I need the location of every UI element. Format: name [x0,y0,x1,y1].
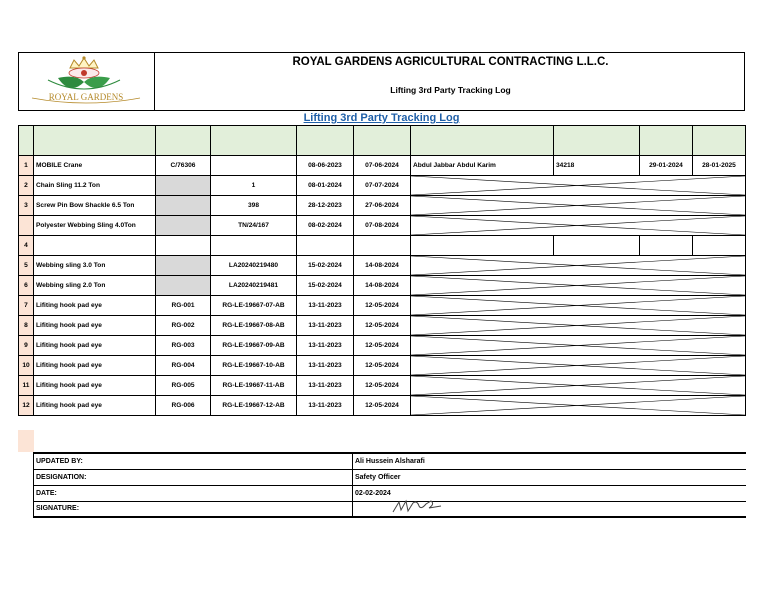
equipment-id: RG-002 [156,316,211,336]
cross-out-lines [411,316,745,335]
table-row [19,276,746,296]
operator-name: Abdul Jabbar Abdul Karim [411,156,554,176]
crossed-out-operator-cell [411,296,746,316]
expiry-date: 07-06-2024 [354,156,411,176]
table-row [19,216,746,236]
inspection-date: 13-11-2023 [297,296,354,316]
header-cell [34,126,156,156]
equipment-id [156,216,211,236]
equipment-id: RG-004 [156,356,211,376]
row-number: 12 [19,396,34,416]
cross-out-lines [411,276,745,295]
inspection-date: 15-02-2024 [297,276,354,296]
table-row [19,376,746,396]
header-cell [554,126,640,156]
expiry-date: 14-08-2024 [354,256,411,276]
updated-by-row [34,453,746,469]
signature-row [34,501,746,517]
operator-id [554,236,640,256]
expiry-date: 12-05-2024 [354,356,411,376]
row-number: 7 [19,296,34,316]
equipment-description: Lifiting hook pad eye [34,316,156,336]
expiry-date: 12-05-2024 [354,336,411,356]
table-row [19,336,746,356]
row-number: 5 [19,256,34,276]
operator-card-expiry: 28-01-2025 [693,156,746,176]
serial-number: RG-LE-19667-08-AB [211,316,297,336]
row-number: 2 [19,176,34,196]
crossed-out-operator-cell [411,376,746,396]
expiry-date: 27-06-2024 [354,196,411,216]
cross-out-lines [411,376,745,395]
serial-number: RG-LE-19667-12-AB [211,396,297,416]
table-row [19,396,746,416]
expiry-date: 07-08-2024 [354,216,411,236]
equipment-id: RG-001 [156,296,211,316]
expiry-date [354,236,411,256]
designation-row [34,469,746,485]
equipment-description: Polyester Webbing Sling 4.0Ton [34,216,156,236]
header-cell [156,126,211,156]
equipment-id: C/76306 [156,156,211,176]
serial-number: 1 [211,176,297,196]
cross-out-lines [411,176,745,195]
table-row [19,156,746,176]
cross-out-lines [411,296,745,315]
header-cell [297,126,354,156]
expiry-date: 07-07-2024 [354,176,411,196]
company-name: ROYAL GARDENS AGRICULTURAL CONTRACTING L.L.C. [292,56,609,68]
row-number: 9 [19,336,34,356]
designation-label: DESIGNATION: [34,469,353,485]
crossed-out-operator-cell [411,196,746,216]
header-cell [354,126,411,156]
date-value: 02-02-2024 [353,485,746,501]
equipment-description: Lifiting hook pad eye [34,296,156,316]
cross-out-lines [411,196,745,215]
equipment-description: Screw Pin Bow Shackle 6.5 Ton [34,196,156,216]
inspection-date: 13-11-2023 [297,396,354,416]
crossed-out-operator-cell [411,256,746,276]
crossed-out-operator-cell [411,276,746,296]
header-cell [211,126,297,156]
signature-label: SIGNATURE: [34,501,353,517]
inspection-date: 13-11-2023 [297,336,354,356]
document-subtitle: Lifting 3rd Party Tracking Log [390,85,511,95]
cross-out-lines [411,356,745,375]
table-row [19,236,746,256]
equipment-id [156,236,211,256]
equipment-description: Chain Sling 11.2 Ton [34,176,156,196]
expiry-date: 12-05-2024 [354,296,411,316]
logo-text: ROYAL GARDENS [48,92,124,102]
expiry-date: 12-05-2024 [354,316,411,336]
row-number: 4 [19,236,34,256]
inspection-date: 13-11-2023 [297,316,354,336]
equipment-description: Lifiting hook pad eye [34,336,156,356]
header-cell [693,126,746,156]
crossed-out-operator-cell [411,396,746,416]
table-row [19,176,746,196]
table-row [19,196,746,216]
signature-cell [353,501,746,517]
date-label: DATE: [34,485,353,501]
inspection-date [297,236,354,256]
expiry-date: 14-08-2024 [354,276,411,296]
row-number: 3 [19,196,34,216]
equipment-description: MOBILE Crane [34,156,156,176]
equipment-description: Webbing sling 2.0 Ton [34,276,156,296]
equipment-id [156,196,211,216]
row-number: 11 [19,376,34,396]
equipment-description: Webbing sling 3.0 Ton [34,256,156,276]
header-cell [411,126,554,156]
serial-number: RG-LE-19667-07-AB [211,296,297,316]
inspection-date: 08-01-2024 [297,176,354,196]
inspection-date: 28-12-2023 [297,196,354,216]
expiry-date: 12-05-2024 [354,376,411,396]
expiry-date: 12-05-2024 [354,396,411,416]
crossed-out-operator-cell [411,216,746,236]
table-header-row [19,126,746,156]
logo-box [18,52,155,111]
header-cell [640,126,693,156]
table-row [19,296,746,316]
royal-gardens-logo [18,52,154,110]
updated-by-value: Ali Hussein Alsharafi [353,453,746,469]
inspection-date: 08-02-2024 [297,216,354,236]
crossed-out-operator-cell [411,176,746,196]
row-number: 6 [19,276,34,296]
row-number-filler [18,430,34,452]
crossed-out-operator-cell [411,336,746,356]
handwritten-signature [389,498,449,514]
designation-value: Safety Officer [353,469,746,485]
operator-name [411,236,554,256]
header-cell [19,126,34,156]
tracking-log-table [18,125,746,416]
updated-by-label: UPDATED BY: [34,453,353,469]
equipment-id [156,276,211,296]
equipment-id: RG-005 [156,376,211,396]
cross-out-lines [411,256,745,275]
equipment-description [34,236,156,256]
serial-number: RG-LE-19667-09-AB [211,336,297,356]
serial-number: TN/24/167 [211,216,297,236]
equipment-description: Lifiting hook pad eye [34,376,156,396]
equipment-id [156,176,211,196]
serial-number: LA20240219481 [211,276,297,296]
operator-id: 34218 [554,156,640,176]
crossed-out-operator-cell [411,316,746,336]
equipment-description: Lifiting hook pad eye [34,396,156,416]
row-number [19,216,34,236]
serial-number: LA20240219480 [211,256,297,276]
row-number: 8 [19,316,34,336]
inspection-date: 15-02-2024 [297,256,354,276]
operator-card-expiry [693,236,746,256]
table-row [19,256,746,276]
inspection-date: 13-11-2023 [297,376,354,396]
operator-card-issue: 29-01-2024 [640,156,693,176]
serial-number: RG-LE-19667-10-AB [211,356,297,376]
crossed-out-operator-cell [411,356,746,376]
operator-card-issue [640,236,693,256]
table-row [19,316,746,336]
row-number: 1 [19,156,34,176]
inspection-date: 13-11-2023 [297,356,354,376]
inspection-date: 08-06-2023 [297,156,354,176]
equipment-id: RG-006 [156,396,211,416]
equipment-id: RG-003 [156,336,211,356]
cross-out-lines [411,216,745,235]
table-row [19,356,746,376]
row-number: 10 [19,356,34,376]
cross-out-lines [411,396,745,415]
cross-out-lines [411,336,745,355]
log-title: Lifting 3rd Party Tracking Log [303,112,460,124]
serial-number: 398 [211,196,297,216]
serial-number [211,236,297,256]
serial-number: RG-LE-19667-11-AB [211,376,297,396]
equipment-id [156,256,211,276]
serial-number [211,156,297,176]
signoff-table [33,452,746,518]
equipment-description: Lifiting hook pad eye [34,356,156,376]
